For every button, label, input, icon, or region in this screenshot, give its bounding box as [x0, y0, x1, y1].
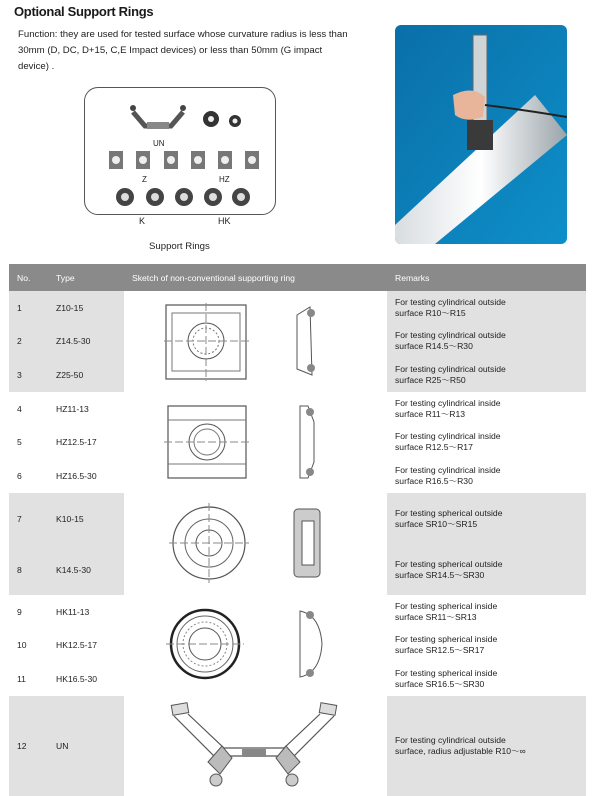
row-remarks: [387, 459, 586, 493]
remarks-line-1: For testing spherical outside: [395, 507, 503, 518]
label-hz: HZ: [219, 175, 230, 184]
remarks-line-2: surface SR10～SR15: [395, 518, 478, 529]
row-remarks: [387, 662, 586, 696]
header-remarks: Remarks: [387, 264, 586, 291]
remarks-line-1: For testing spherical outside: [395, 558, 503, 569]
row-type: Z14.5-30: [48, 325, 124, 359]
row-remarks: [387, 392, 586, 426]
row-type: Z25-50: [48, 358, 124, 392]
sketch-hk: [124, 595, 387, 696]
remarks-line-2: surface SR14.5～SR30: [395, 569, 485, 580]
remarks-line-2: surface R12.5～R17: [395, 442, 473, 453]
remarks-line-2: surface SR16.5～SR30: [395, 679, 485, 690]
row-no: 10: [9, 629, 48, 663]
row-remarks: [387, 696, 586, 796]
table-row: [9, 696, 586, 796]
row-no: 8: [9, 544, 48, 595]
table-header-row: [9, 264, 586, 291]
remarks-line-2: surface SR11～SR13: [395, 611, 477, 622]
remarks-line-2: surface R25～R50: [395, 375, 466, 386]
header-no: No.: [9, 264, 48, 291]
remarks-line-1: For testing cylindrical inside: [395, 397, 501, 408]
sketch-k: [124, 493, 387, 595]
remarks-line-1: For testing spherical inside: [395, 600, 498, 611]
remarks-line-2: surface R16.5～R30: [395, 476, 473, 487]
remarks-line-1: For testing cylindrical outside: [395, 735, 506, 745]
row-no: 7: [9, 493, 48, 544]
row-no: 4: [9, 392, 48, 426]
row-no: 3: [9, 358, 48, 392]
un-ring-icon: [130, 105, 186, 129]
remarks-line-1: For testing cylindrical inside: [395, 431, 501, 442]
support-rings-caption: Support Rings: [149, 241, 210, 252]
label-un: UN: [153, 139, 165, 148]
row-no: 1: [9, 291, 48, 325]
label-z: Z: [142, 175, 147, 184]
remarks-line-2: surface SR12.5～SR17: [395, 645, 485, 656]
row-remarks: [387, 325, 586, 359]
function-description: Function: they are used for tested surface whose curvature radius is less than 30mm (D, DC, D+15, C,E Impact devices) or less than 50mm (G impact device) .: [18, 29, 348, 73]
row-type: UN: [48, 696, 124, 796]
remarks-line-1: For testing cylindrical outside: [395, 364, 506, 375]
row-no: 5: [9, 426, 48, 460]
row-remarks: [387, 595, 586, 629]
device-photo: [395, 25, 567, 244]
remarks-line-1: For testing spherical inside: [395, 668, 498, 679]
row-type: HK12.5-17: [48, 629, 124, 663]
row-remarks: [387, 629, 586, 663]
label-hk: HK: [218, 216, 231, 226]
remarks-line-2: surface R14.5～R30: [395, 341, 473, 352]
row-no: 9: [9, 595, 48, 629]
row-no: 2: [9, 325, 48, 359]
remarks-line-1: For testing spherical inside: [395, 634, 498, 645]
row-remarks: [387, 358, 586, 392]
header-sketch: Sketch of non-conventional supporting ring: [124, 264, 387, 291]
support-rings-image: [84, 87, 276, 215]
remarks-line-2: surface, radius adjustable R10～∞: [395, 746, 526, 756]
row-type: HK16.5-30: [48, 662, 124, 696]
remarks-line-2: surface R10～R15: [395, 307, 466, 318]
row-type: K10-15: [48, 493, 124, 544]
row-type: Z10-15: [48, 291, 124, 325]
label-k: K: [139, 216, 146, 226]
sketch-un: [124, 696, 387, 796]
table-row: [9, 291, 586, 325]
table-row: [9, 392, 586, 426]
table-row: [9, 595, 586, 629]
row-remarks: [387, 493, 586, 544]
row-no: 6: [9, 459, 48, 493]
sketch-z: [124, 291, 387, 392]
remarks-line-1: For testing cylindrical inside: [395, 465, 501, 476]
row-type: HZ12.5-17: [48, 426, 124, 460]
page-title: Optional Support Rings: [14, 4, 154, 19]
row-remarks: [387, 544, 586, 595]
support-rings-illustration: [85, 88, 275, 214]
remarks-line-1: For testing cylindrical outside: [395, 296, 506, 307]
remarks-line-2: surface R11～R13: [395, 408, 466, 419]
row-type: K14.5-30: [48, 544, 124, 595]
row-type: HK11-13: [48, 595, 124, 629]
header-type: Type: [48, 264, 124, 291]
row-no: 12: [9, 696, 48, 796]
row-remarks: [387, 291, 586, 325]
table-row: [9, 493, 586, 544]
sketch-hz: [124, 392, 387, 493]
row-no: 11: [9, 662, 48, 696]
row-type: HZ16.5-30: [48, 459, 124, 493]
row-remarks: [387, 426, 586, 460]
remarks-line-1: For testing cylindrical outside: [395, 330, 506, 341]
support-rings-table: [9, 264, 586, 796]
row-type: HZ11-13: [48, 392, 124, 426]
